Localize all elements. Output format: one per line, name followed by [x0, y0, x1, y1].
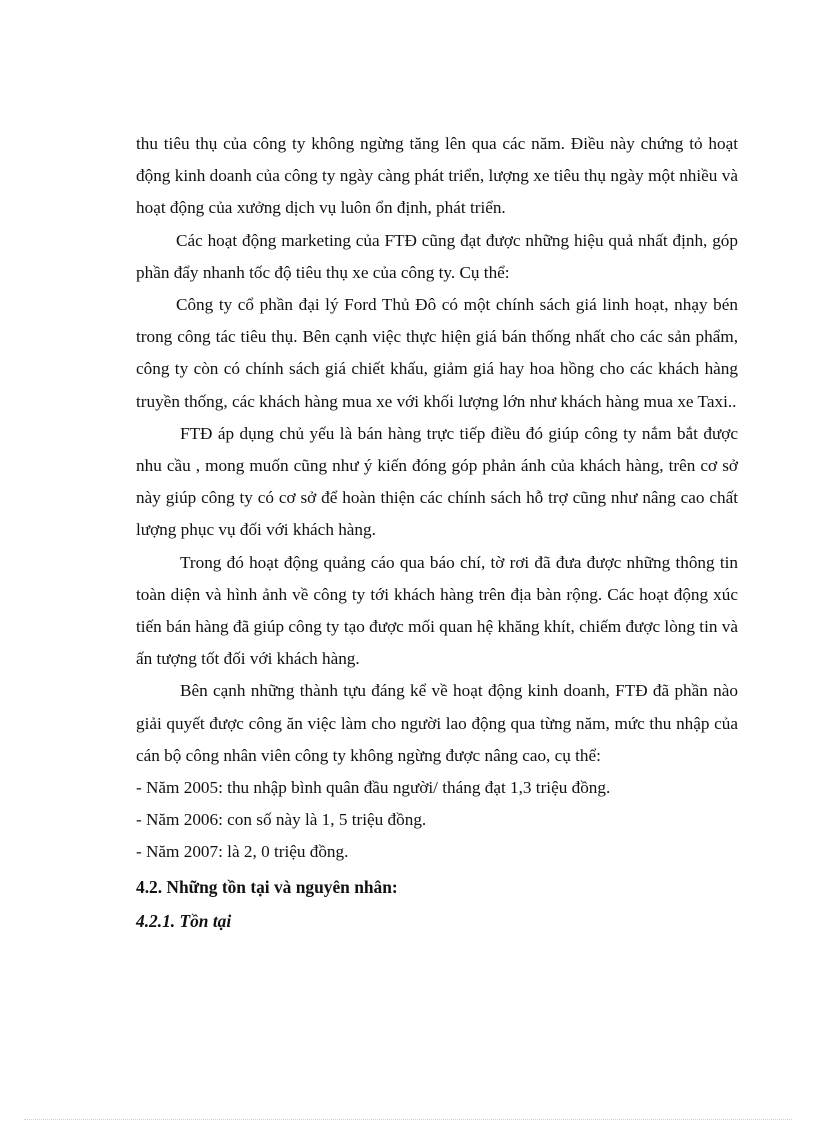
document-body [136, 128, 738, 937]
subsection-heading: 4.2.1. Tồn tại [136, 910, 232, 931]
income-list-item-2007: - Năm 2007: là 2, 0 triệu đồng. [136, 842, 349, 862]
paragraph-advertising: Trong đó hoạt động quảng cáo qua báo chí, tờ rơi đã đưa được những thông tin toàn diện và hình ảnh về công ty tới khách hàng trên địa bàn rộng. Các hoạt động xúc tiến bán hàng đã giúp công ty tạo được mối quan hệ khăng khít, chiếm được lòng tin và ấn tượng tốt đối với khách hàng. [136, 552, 738, 669]
income-list-item-2005: - Năm 2005: thu nhập bình quân đầu người/ tháng đạt 1,3 triệu đồng. [136, 778, 611, 798]
paragraph-sales-growth: thu tiêu thụ của công ty không ngừng tăng lên qua các năm. Điều này chứng tỏ hoạt động kinh doanh của công ty ngày càng phát triển, lượng xe tiêu thụ ngày một nhiều và hoạt động của xưởng dịch vụ luôn ổn định, phát triển. [136, 134, 738, 218]
paragraph-marketing-results: Các hoạt động marketing của FTĐ cũng đạt được những hiệu quả nhất định, góp phần đẩy nhanh tốc độ tiêu thụ xe của công ty. Cụ thể: [136, 230, 738, 282]
paragraph-employment: Bên cạnh những thành tựu đáng kể về hoạt động kinh doanh, FTĐ đã phần nào giải quyết được công ăn việc làm cho người lao động qua từng năm, mức thu nhập của cán bộ công nhân viên công ty không ngừng được nâng cao, cụ thể: [136, 681, 738, 765]
income-list-item-2006: - Năm 2006: con số này là 1, 5 triệu đồng. [136, 810, 427, 830]
section-heading: 4.2. Những tồn tại và nguyên nhân: [136, 876, 398, 897]
paragraph-direct-sales: FTĐ áp dụng chủ yếu là bán hàng trực tiếp điều đó giúp công ty nắm bắt được nhu cầu , mong muốn cũng như ý kiến đóng góp phản ánh của khách hàng, trên cơ sở này giúp công ty có cơ sở để hoàn thiện các chính sách hỗ trợ cũng như nâng cao chất lượng phục vụ đối với khách hàng. [136, 423, 738, 540]
page-bottom-divider [24, 1119, 792, 1120]
paragraph-pricing-policy: Công ty cổ phần đại lý Ford Thủ Đô có một chính sách giá linh hoạt, nhạy bén trong công tác tiêu thụ. Bên cạnh việc thực hiện giá bán thống nhất cho các sản phẩm, công ty còn có chính sách giá chiết khấu, giảm giá hay hoa hồng cho các khách hàng truyền thống, các khách hàng mua xe với khối lượng lớn như khách hàng mua xe Taxi.. [136, 295, 738, 411]
